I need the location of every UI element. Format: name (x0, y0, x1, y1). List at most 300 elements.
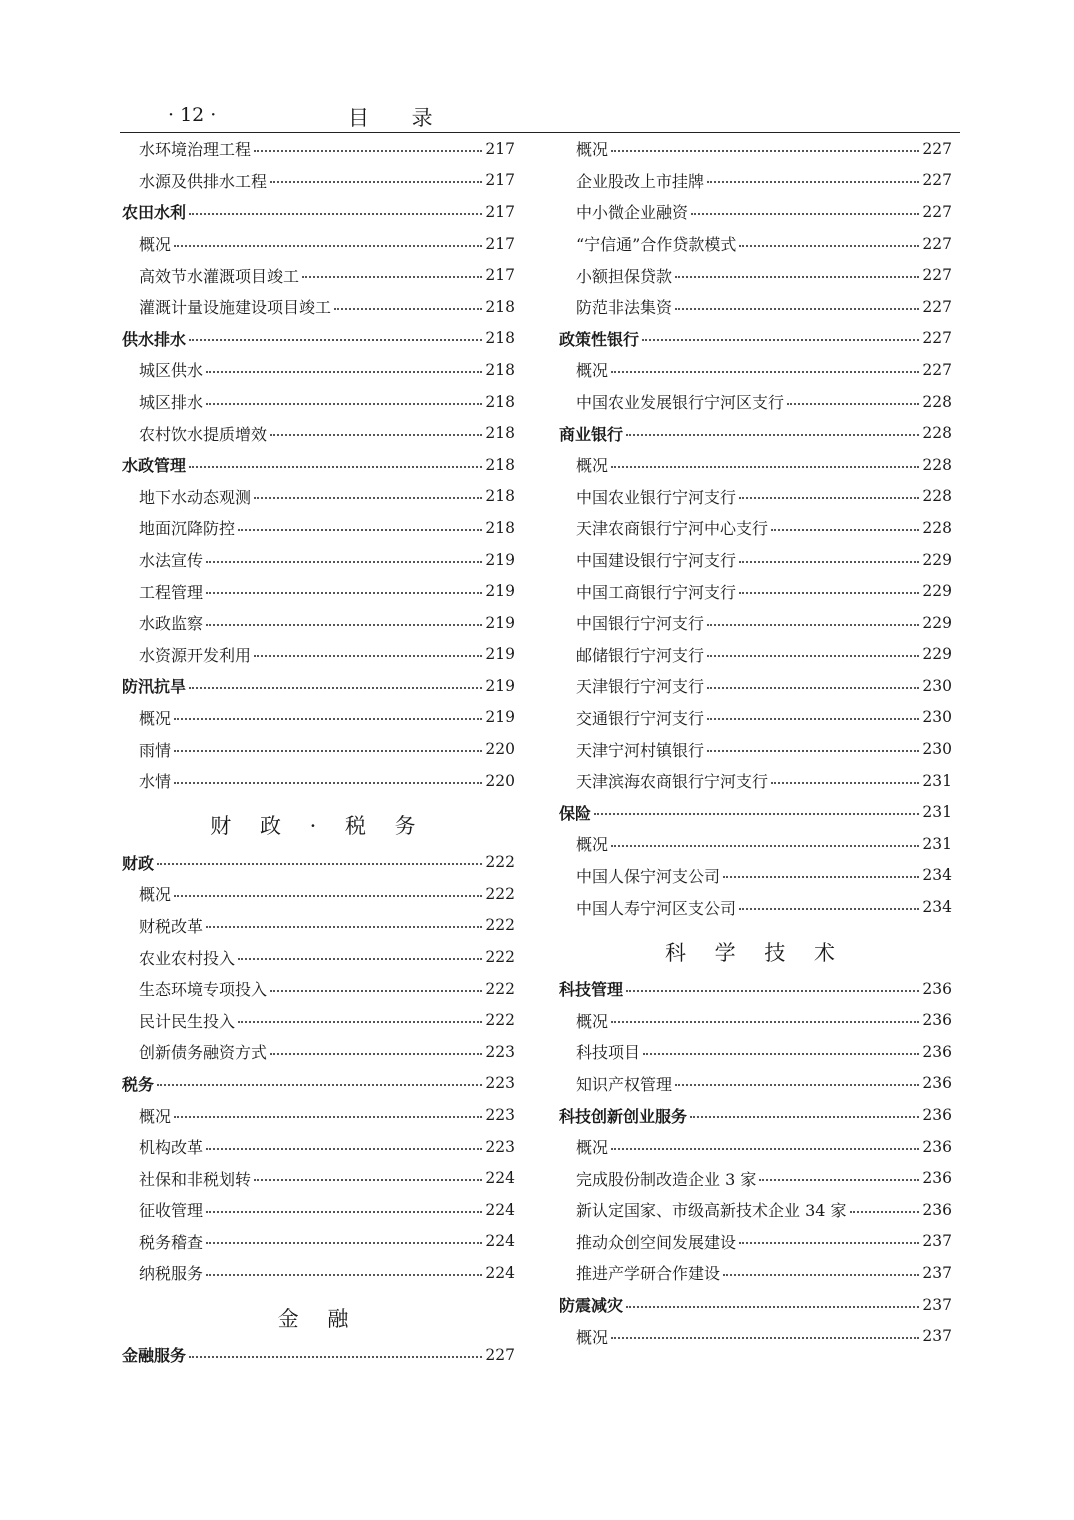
toc-entry-title: 雨情 (139, 740, 172, 760)
dot-leader (206, 561, 482, 563)
dot-leader (739, 561, 919, 563)
dot-leader (759, 1179, 919, 1181)
toc-entry[interactable] (559, 828, 952, 860)
toc-entry-page: 230 (922, 676, 952, 695)
dot-leader (206, 592, 482, 594)
toc-entry-page: 236 (922, 1106, 952, 1125)
toc-entry-title: 天津滨海农商银行宁河支行 (576, 772, 769, 792)
toc-entry-page: 227 (922, 329, 952, 348)
dot-leader (238, 958, 482, 960)
toc-category-entry[interactable] (122, 196, 515, 228)
toc-entry[interactable] (122, 575, 515, 607)
dot-leader (206, 1242, 482, 1244)
toc-entry-title: 创新债务融资方式 (139, 1043, 268, 1063)
toc-entry-page: 217 (485, 139, 515, 158)
dot-leader (707, 655, 919, 657)
toc-entry-page: 227 (922, 202, 952, 221)
toc-entry-page: 218 (485, 329, 515, 348)
toc-entry-page: 219 (485, 613, 515, 632)
toc-entry-title: 概况 (139, 885, 172, 905)
dot-leader (206, 1274, 482, 1276)
toc-entry-page: 229 (922, 645, 952, 664)
toc-entry-title: 征收管理 (139, 1201, 204, 1221)
toc-entry[interactable] (122, 878, 515, 910)
toc-entry[interactable] (559, 1194, 952, 1226)
toc-entry-title: 城区供水 (139, 361, 204, 381)
toc-entry-title: 农业农村投入 (139, 948, 236, 968)
dot-leader (691, 213, 919, 215)
toc-left-column (122, 133, 515, 1370)
toc-entry-title: 中小微企业融资 (576, 203, 689, 223)
toc-entry[interactable] (122, 733, 515, 765)
dot-leader (611, 1148, 919, 1150)
toc-entry-page: 217 (485, 266, 515, 285)
toc-entry-title: 保险 (559, 803, 592, 823)
dot-leader (675, 308, 919, 310)
toc-entry[interactable] (559, 133, 952, 165)
page-title: 目 录 (348, 106, 451, 130)
toc-entry-page: 237 (922, 1327, 952, 1346)
toc-entry-page: 229 (922, 582, 952, 601)
toc-entry-title: 科技管理 (559, 980, 624, 1000)
dot-leader (302, 276, 482, 278)
toc-category-entry[interactable] (122, 1068, 515, 1100)
toc-entry[interactable] (559, 1226, 952, 1258)
toc-entry-page: 222 (485, 948, 515, 967)
toc-entry-page: 224 (485, 1263, 515, 1282)
toc-entry[interactable] (122, 1099, 515, 1131)
toc-entry[interactable] (559, 1131, 952, 1163)
dot-leader (174, 895, 482, 897)
dot-leader (675, 276, 919, 278)
toc-entry-title: 知识产权管理 (576, 1074, 673, 1094)
toc-entry-title: 纳税服务 (139, 1264, 204, 1284)
toc-entry-page: 223 (485, 1106, 515, 1125)
section-heading: 金 融 (277, 1306, 360, 1331)
dot-leader (189, 687, 482, 689)
toc-entry-page: 236 (922, 1137, 952, 1156)
toc-entry[interactable] (559, 765, 952, 797)
toc-category-entry[interactable] (122, 846, 515, 878)
dot-leader (174, 750, 482, 752)
toc-entry-title: 小额担保贷款 (576, 266, 673, 286)
toc-entry-page: 228 (922, 392, 952, 411)
toc-entry-page: 236 (922, 1011, 952, 1030)
toc-entry-title: 中国农业发展银行宁河区支行 (576, 393, 785, 413)
toc-entry-title: 科技项目 (576, 1043, 641, 1063)
toc-category-entry[interactable] (559, 323, 952, 355)
toc-entry-title: “宁信通”合作贷款模式 (576, 235, 737, 255)
dot-leader (850, 1211, 920, 1213)
toc-right-column (559, 133, 952, 1352)
dot-leader (206, 1211, 482, 1213)
toc-entry-title: 防范非法集资 (576, 298, 673, 318)
dot-leader (690, 1116, 919, 1118)
toc-entry-title: 水法宣传 (139, 551, 204, 571)
toc-entry-page: 237 (922, 1263, 952, 1282)
toc-entry-title: 概况 (576, 1138, 609, 1158)
toc-entry-page: 231 (922, 834, 952, 853)
toc-entry-page: 228 (922, 518, 952, 537)
toc-entry-page: 224 (485, 1200, 515, 1219)
dot-leader (206, 403, 482, 405)
toc-entry[interactable] (559, 670, 952, 702)
toc-entry-title: 城区排水 (139, 393, 204, 413)
toc-entry-page: 227 (922, 297, 952, 316)
dot-leader (723, 1274, 919, 1276)
dot-leader (739, 908, 919, 910)
toc-entry-title: 推动众创空间发展建设 (576, 1232, 737, 1252)
toc-entry[interactable] (122, 259, 515, 291)
dot-leader (787, 403, 919, 405)
toc-entry-title: 财税改革 (139, 916, 204, 936)
toc-entry[interactable] (559, 449, 952, 481)
toc-entry-page: 228 (922, 487, 952, 506)
dot-leader (643, 1053, 919, 1055)
toc-entry-title: 概况 (139, 235, 172, 255)
toc-entry-page: 219 (485, 645, 515, 664)
dot-leader (707, 624, 919, 626)
toc-entry-title: 中国农业银行宁河支行 (576, 487, 737, 507)
dot-leader (189, 339, 482, 341)
toc-entry-title: 推进产学研合作建设 (576, 1264, 721, 1284)
dot-leader (334, 308, 482, 310)
toc-entry-title: 水资源开发利用 (139, 645, 252, 665)
toc-entry-page: 224 (485, 1169, 515, 1188)
dot-leader (611, 1337, 919, 1339)
toc-entry-title: 中国建设银行宁河支行 (576, 551, 737, 571)
dot-leader (771, 529, 919, 531)
toc-entry-page: 231 (922, 803, 952, 822)
toc-entry-title: 天津宁河村镇银行 (576, 740, 705, 760)
toc-entry-title: 防震减灾 (559, 1296, 624, 1316)
toc-entry-page: 222 (485, 916, 515, 935)
toc-entry[interactable] (122, 765, 515, 797)
toc-entry[interactable] (559, 891, 952, 923)
toc-entry-page: 223 (485, 1042, 515, 1061)
toc-entry[interactable] (122, 512, 515, 544)
dot-leader (739, 245, 919, 247)
toc-entry-page: 218 (485, 392, 515, 411)
toc-entry-title: 水情 (139, 772, 172, 792)
toc-entry-title: 农田水利 (122, 203, 187, 223)
toc-entry-title: 供水排水 (122, 329, 187, 349)
toc-entry-page: 227 (485, 1345, 515, 1364)
dot-leader (254, 1179, 482, 1181)
toc-entry-title: 概况 (576, 835, 609, 855)
toc-entry[interactable] (559, 512, 952, 544)
toc-entry[interactable] (559, 1257, 952, 1289)
dot-leader (254, 497, 482, 499)
dot-leader (270, 1053, 482, 1055)
toc-entry-page: 229 (922, 613, 952, 632)
toc-entry-page: 218 (485, 297, 515, 316)
toc-entry[interactable] (122, 941, 515, 973)
dot-leader (611, 845, 919, 847)
toc-entry[interactable] (122, 417, 515, 449)
toc-entry[interactable] (122, 481, 515, 513)
toc-entry-page: 236 (922, 1200, 952, 1219)
dot-leader (626, 1306, 919, 1308)
toc-category-entry[interactable] (122, 670, 515, 702)
toc-entry-title: 企业股改上市挂牌 (576, 171, 705, 191)
toc-entry-page: 230 (922, 740, 952, 759)
toc-entry-page: 223 (485, 1137, 515, 1156)
dot-leader (626, 990, 919, 992)
toc-entry-page: 218 (485, 455, 515, 474)
dot-leader (270, 434, 482, 436)
toc-entry-title: 工程管理 (139, 582, 204, 602)
toc-entry-title: 水源及供排水工程 (139, 171, 268, 191)
toc-entry[interactable] (559, 702, 952, 734)
dot-leader (254, 655, 482, 657)
toc-entry-title: 金融服务 (122, 1346, 187, 1366)
toc-entry-page: 236 (922, 1169, 952, 1188)
toc-entry[interactable] (559, 1320, 952, 1352)
dot-leader (206, 624, 482, 626)
toc-entry-page: 237 (922, 1232, 952, 1251)
toc-entry-page: 222 (485, 979, 515, 998)
toc-entry-title: 天津银行宁河支行 (576, 677, 705, 697)
toc-entry-title: 科技创新创业服务 (559, 1106, 688, 1126)
toc-category-entry[interactable] (559, 1289, 952, 1321)
dot-leader (626, 434, 919, 436)
dot-leader (174, 1116, 482, 1118)
dot-leader (739, 1242, 919, 1244)
toc-entry[interactable] (559, 1004, 952, 1036)
toc-entry-title: 概况 (576, 140, 609, 160)
toc-entry-page: 229 (922, 550, 952, 569)
toc-entry-title: 民计民生投入 (139, 1011, 236, 1031)
toc-entry-title: 防汛抗旱 (122, 677, 187, 697)
toc-entry[interactable] (122, 1257, 515, 1289)
toc-entry-title: 生态环境专项投入 (139, 980, 268, 1000)
toc-entry[interactable] (559, 259, 952, 291)
toc-entry-page: 218 (485, 360, 515, 379)
toc-category-entry[interactable] (122, 1339, 515, 1371)
toc-entry-page: 218 (485, 487, 515, 506)
toc-entry[interactable] (559, 575, 952, 607)
dot-leader (174, 782, 482, 784)
toc-entry-page: 222 (485, 853, 515, 872)
toc-entry[interactable] (122, 354, 515, 386)
toc-entry[interactable] (122, 133, 515, 165)
dot-leader (189, 1356, 482, 1358)
toc-entry[interactable] (559, 228, 952, 260)
toc-entry-page: 228 (922, 424, 952, 443)
dot-leader (771, 782, 919, 784)
dot-leader (611, 371, 919, 373)
section-heading: 财 政 · 税 务 (210, 814, 427, 839)
toc-category-entry[interactable] (122, 449, 515, 481)
toc-entry-page: 219 (485, 582, 515, 601)
toc-entry[interactable] (559, 196, 952, 228)
dot-leader (611, 150, 919, 152)
toc-entry-title: 地面沉降防控 (139, 519, 236, 539)
toc-entry-title: 水环境治理工程 (139, 140, 252, 160)
toc-entry[interactable] (122, 607, 515, 639)
toc-entry[interactable] (122, 544, 515, 576)
toc-entry-page: 217 (485, 171, 515, 190)
toc-category-entry[interactable] (559, 796, 952, 828)
page-header (120, 98, 960, 133)
toc-entry-page: 222 (485, 884, 515, 903)
toc-entry-title: 概况 (576, 1327, 609, 1347)
toc-entry[interactable] (559, 354, 952, 386)
toc-entry[interactable] (122, 386, 515, 418)
dot-leader (611, 1021, 919, 1023)
dot-leader (270, 990, 482, 992)
dot-leader (723, 876, 919, 878)
toc-entry-title: 税务稽查 (139, 1232, 204, 1252)
toc-entry-title: 水政管理 (122, 456, 187, 476)
toc-entry-page: 227 (922, 171, 952, 190)
toc-entry-title: 地下水动态观测 (139, 487, 252, 507)
toc-entry[interactable] (559, 291, 952, 323)
toc-entry[interactable] (122, 1004, 515, 1036)
toc-entry-page: 219 (485, 708, 515, 727)
toc-entry-page: 217 (485, 234, 515, 253)
toc-entry-title: 中国人寿宁河区支公司 (576, 898, 737, 918)
toc-category-entry[interactable] (122, 323, 515, 355)
toc-entry[interactable] (559, 386, 952, 418)
toc-entry[interactable] (122, 910, 515, 942)
toc-entry-title: 税务 (122, 1074, 155, 1094)
page-number: · 12 · (168, 104, 217, 126)
toc-entry[interactable] (122, 1036, 515, 1068)
toc-entry-page: 219 (485, 676, 515, 695)
toc-entry[interactable] (122, 1162, 515, 1194)
toc-entry-title: 交通银行宁河支行 (576, 708, 705, 728)
toc-entry-title: 中国人保宁河支公司 (576, 866, 721, 886)
toc-entry-page: 230 (922, 708, 952, 727)
toc-entry[interactable] (559, 481, 952, 513)
toc-entry-title: 概况 (139, 708, 172, 728)
dot-leader (707, 181, 919, 183)
toc-entry[interactable] (559, 165, 952, 197)
toc-entry-page: 217 (485, 202, 515, 221)
toc-entry[interactable] (559, 607, 952, 639)
dot-leader (611, 466, 919, 468)
toc-entry-page: 234 (922, 866, 952, 885)
toc-entry[interactable] (559, 639, 952, 671)
toc-entry-page: 222 (485, 1011, 515, 1030)
toc-entry[interactable] (122, 291, 515, 323)
toc-entry[interactable] (559, 544, 952, 576)
toc-entry-page: 227 (922, 266, 952, 285)
dot-leader (157, 863, 482, 865)
toc-entry[interactable] (122, 1131, 515, 1163)
toc-entry-page: 234 (922, 898, 952, 917)
toc-entry-page: 231 (922, 771, 952, 790)
section-heading: 科 学 技 术 (664, 940, 847, 965)
dot-leader (174, 718, 482, 720)
dot-leader (739, 497, 919, 499)
toc-category-entry[interactable] (559, 1099, 952, 1131)
toc-entry-title: 高效节水灌溉项目竣工 (139, 266, 300, 286)
toc-entry-title: 概况 (139, 1106, 172, 1126)
toc-entry-title: 水政监察 (139, 614, 204, 634)
toc-entry-title: 概况 (576, 1011, 609, 1031)
dot-leader (642, 339, 919, 341)
toc-entry-page: 220 (485, 740, 515, 759)
toc-entry-title: 邮储银行宁河支行 (576, 645, 705, 665)
toc-category-entry[interactable] (559, 417, 952, 449)
dot-leader (206, 1148, 482, 1150)
toc-entry[interactable] (122, 1194, 515, 1226)
dot-leader (675, 1084, 919, 1086)
toc-entry[interactable] (559, 1068, 952, 1100)
toc-entry-page: 236 (922, 1042, 952, 1061)
toc-entry[interactable] (559, 1036, 952, 1068)
toc-entry-title: 中国银行宁河支行 (576, 614, 705, 634)
dot-leader (707, 718, 919, 720)
toc-entry[interactable] (559, 1162, 952, 1194)
dot-leader (238, 529, 482, 531)
toc-entry[interactable] (122, 702, 515, 734)
dot-leader (189, 466, 482, 468)
toc-category-entry[interactable] (559, 973, 952, 1005)
toc-entry-title: 社保和非税划转 (139, 1169, 252, 1189)
toc-entry[interactable] (122, 973, 515, 1005)
dot-leader (739, 592, 919, 594)
toc-entry-page: 220 (485, 771, 515, 790)
toc-entry-page: 228 (922, 455, 952, 474)
toc-entry-title: 商业银行 (559, 424, 624, 444)
toc-entry-title: 农村饮水提质增效 (139, 424, 268, 444)
toc-entry-title: 机构改革 (139, 1138, 204, 1158)
toc-entry-page: 236 (922, 1074, 952, 1093)
toc-entry-title: 中国工商银行宁河支行 (576, 582, 737, 602)
toc-entry-title: 财政 (122, 853, 155, 873)
toc-entry-page: 227 (922, 360, 952, 379)
toc-entry-page: 223 (485, 1074, 515, 1093)
toc-entry[interactable] (122, 228, 515, 260)
toc-entry-title: 灌溉计量设施建设项目竣工 (139, 298, 332, 318)
toc-entry[interactable] (122, 639, 515, 671)
toc-entry-page: 227 (922, 234, 952, 253)
toc-entry-page: 237 (922, 1295, 952, 1314)
dot-leader (206, 926, 482, 928)
toc-entry-page: 219 (485, 550, 515, 569)
dot-leader (707, 750, 919, 752)
dot-leader (189, 213, 482, 215)
dot-leader (238, 1021, 482, 1023)
toc-entry-page: 218 (485, 424, 515, 443)
toc-entry-title: 概况 (576, 361, 609, 381)
toc-entry[interactable] (559, 733, 952, 765)
toc-entry-page: 227 (922, 139, 952, 158)
toc-entry-title: 政策性银行 (559, 329, 640, 349)
toc-entry-title: 完成股份制改造企业 3 家 (576, 1169, 757, 1189)
toc-entry[interactable] (122, 1226, 515, 1258)
dot-leader (594, 813, 919, 815)
dot-leader (254, 150, 482, 152)
toc-entry-title: 概况 (576, 456, 609, 476)
dot-leader (174, 245, 482, 247)
toc-entry[interactable] (122, 165, 515, 197)
toc-entry-title: 新认定国家、市级高新技术企业 34 家 (576, 1201, 847, 1221)
toc-entry-page: 236 (922, 979, 952, 998)
dot-leader (206, 371, 482, 373)
toc-entry-title: 天津农商银行宁河中心支行 (576, 519, 769, 539)
toc-entry-page: 224 (485, 1232, 515, 1251)
toc-entry[interactable] (559, 860, 952, 892)
dot-leader (707, 687, 919, 689)
dot-leader (157, 1084, 482, 1086)
dot-leader (270, 181, 482, 183)
toc-entry-page: 218 (485, 518, 515, 537)
